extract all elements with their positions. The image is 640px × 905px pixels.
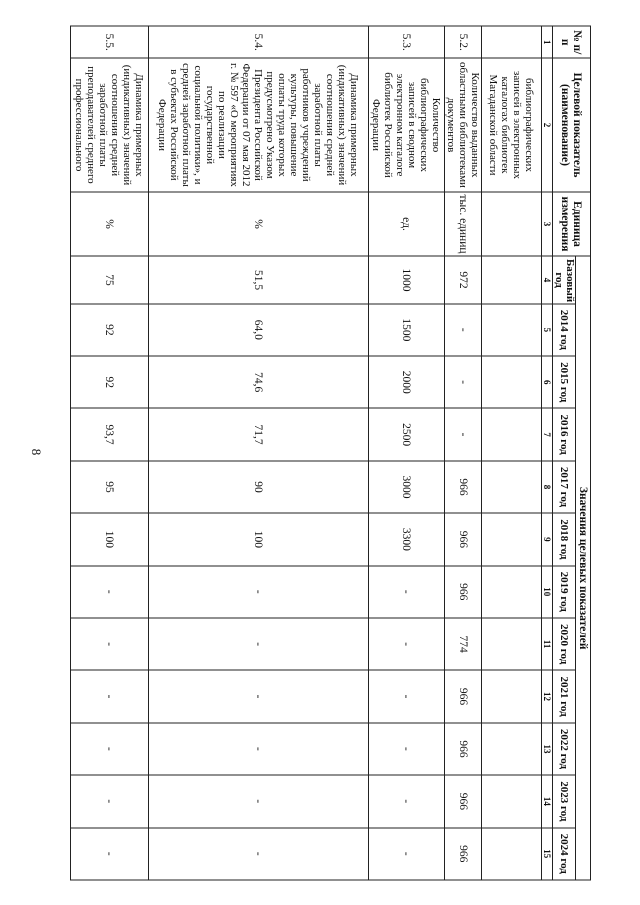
value-cell: 1500 bbox=[369, 303, 445, 355]
value-cell bbox=[482, 303, 542, 355]
value-cell: - bbox=[369, 722, 445, 774]
base-value: 75 bbox=[71, 256, 149, 303]
value-cell: 966 bbox=[445, 775, 482, 827]
unit-cell bbox=[482, 191, 542, 256]
value-cell bbox=[482, 617, 542, 669]
base-value: 1000 bbox=[369, 256, 445, 303]
column-number: 6 bbox=[542, 356, 553, 408]
value-cell: 93,7 bbox=[71, 408, 149, 460]
unit-cell: ед. bbox=[369, 191, 445, 256]
value-cell: - bbox=[149, 670, 369, 722]
value-cell: - bbox=[369, 775, 445, 827]
header-year: 2018 год bbox=[553, 513, 576, 565]
value-cell: 966 bbox=[445, 722, 482, 774]
column-number: 10 bbox=[542, 565, 553, 617]
column-number: 13 bbox=[542, 722, 553, 774]
value-cell: 100 bbox=[149, 513, 369, 565]
value-cell: 966 bbox=[445, 460, 482, 512]
header-unit: Единица измерения bbox=[553, 191, 591, 256]
header-year: 2023 год bbox=[553, 775, 576, 827]
value-cell: 966 bbox=[445, 670, 482, 722]
base-value bbox=[482, 256, 542, 303]
indicators-table bbox=[70, 25, 591, 880]
value-cell: - bbox=[149, 565, 369, 617]
row-number: 5.5. bbox=[71, 26, 149, 58]
column-number: 11 bbox=[542, 617, 553, 669]
header-num: № п/п bbox=[553, 26, 591, 58]
value-cell: 74,6 bbox=[149, 356, 369, 408]
header-base-year: Базовый год bbox=[553, 256, 576, 303]
value-cell bbox=[482, 356, 542, 408]
base-value: 51,5 bbox=[149, 256, 369, 303]
indicator-name: Динамика примерных (индикативных) значений соотношения средней заработной платы преподавателей среднего профессионального bbox=[71, 58, 149, 191]
column-number: 2 bbox=[542, 58, 553, 191]
value-cell: 3300 bbox=[369, 513, 445, 565]
value-cell: 92 bbox=[71, 303, 149, 355]
header-year: 2022 год bbox=[553, 722, 576, 774]
header-year: 2017 год bbox=[553, 460, 576, 512]
indicator-name: Количество выданных областными библиотеками документов bbox=[445, 58, 482, 191]
column-number: 9 bbox=[542, 513, 553, 565]
value-cell: - bbox=[369, 827, 445, 879]
value-cell bbox=[482, 408, 542, 460]
table-row bbox=[71, 26, 149, 880]
column-number: 5 bbox=[542, 303, 553, 355]
table-row bbox=[482, 26, 542, 880]
value-cell: - bbox=[149, 827, 369, 879]
column-number: 3 bbox=[542, 191, 553, 256]
value-cell: 774 bbox=[445, 617, 482, 669]
value-cell bbox=[482, 460, 542, 512]
header-values: Значения целевых показателей bbox=[576, 256, 591, 880]
header-year: 2019 год bbox=[553, 565, 576, 617]
value-cell: 966 bbox=[445, 827, 482, 879]
value-cell: 3000 bbox=[369, 460, 445, 512]
indicator-name: Количество библиографических записей в сводном электронном каталоге библиотек Российской Федерации bbox=[369, 58, 445, 191]
value-cell bbox=[482, 775, 542, 827]
value-cell: - bbox=[71, 670, 149, 722]
header-year: 2016 год bbox=[553, 408, 576, 460]
column-number: 7 bbox=[542, 408, 553, 460]
header-year: 2021 год bbox=[553, 670, 576, 722]
value-cell: 71,7 bbox=[149, 408, 369, 460]
unit-cell: % bbox=[71, 191, 149, 256]
value-cell: - bbox=[369, 670, 445, 722]
value-cell bbox=[482, 513, 542, 565]
column-number: 1 bbox=[542, 26, 553, 58]
value-cell: 966 bbox=[445, 565, 482, 617]
page-number: 8 bbox=[29, 448, 44, 456]
column-number: 8 bbox=[542, 460, 553, 512]
value-cell bbox=[482, 565, 542, 617]
unit-cell: тыс. единиц bbox=[445, 191, 482, 256]
value-cell: 100 bbox=[71, 513, 149, 565]
header-year: 2024 год bbox=[553, 827, 576, 879]
value-cell: - bbox=[445, 356, 482, 408]
table-row bbox=[445, 26, 482, 880]
value-cell: 95 bbox=[71, 460, 149, 512]
column-number: 14 bbox=[542, 775, 553, 827]
value-cell: 2500 bbox=[369, 408, 445, 460]
header-year: 2015 год bbox=[553, 356, 576, 408]
row-number: 5.3. bbox=[369, 26, 445, 58]
value-cell: - bbox=[71, 617, 149, 669]
table-row bbox=[369, 26, 445, 880]
value-cell bbox=[482, 670, 542, 722]
column-number: 4 bbox=[542, 256, 553, 303]
header-year: 2020 год bbox=[553, 617, 576, 669]
value-cell: 92 bbox=[71, 356, 149, 408]
value-cell: - bbox=[445, 303, 482, 355]
value-cell bbox=[482, 722, 542, 774]
value-cell: 966 bbox=[445, 513, 482, 565]
column-number: 12 bbox=[542, 670, 553, 722]
header-indicator: Целевой показатель (наименование) bbox=[553, 58, 591, 191]
row-number: 5.2. bbox=[445, 26, 482, 58]
value-cell: 64,0 bbox=[149, 303, 369, 355]
value-cell: 2000 bbox=[369, 356, 445, 408]
header-year: 2014 год bbox=[553, 303, 576, 355]
value-cell bbox=[482, 827, 542, 879]
value-cell: - bbox=[369, 565, 445, 617]
rotated-page bbox=[49, 25, 591, 880]
row-number: 5.4. bbox=[149, 26, 369, 58]
value-cell: - bbox=[445, 408, 482, 460]
row-number bbox=[482, 26, 542, 58]
value-cell: 90 bbox=[149, 460, 369, 512]
value-cell: - bbox=[71, 722, 149, 774]
value-cell: - bbox=[149, 617, 369, 669]
value-cell: - bbox=[369, 617, 445, 669]
indicator-name: библиографических записей в электронных каталогах библиотек Магаданской области bbox=[482, 58, 542, 191]
value-cell: - bbox=[71, 827, 149, 879]
value-cell: - bbox=[71, 775, 149, 827]
indicator-name: Динамика примерных (индикативных) значений соотношения средней заработной платы работников учреждений культуры, повышение оплаты труда которых предусмотрено Указом Президента Российской Федерации от 07 мая 2012 г. № 597 «О мероприятиях по реализации государственной социальной политики», и средней заработной платы в субъектах Российской Федерации bbox=[149, 58, 369, 191]
table-row bbox=[149, 26, 369, 880]
unit-cell: % bbox=[149, 191, 369, 256]
column-number: 15 bbox=[542, 827, 553, 879]
value-cell: - bbox=[149, 775, 369, 827]
value-cell: - bbox=[149, 722, 369, 774]
value-cell: - bbox=[71, 565, 149, 617]
base-value: 972 bbox=[445, 256, 482, 303]
